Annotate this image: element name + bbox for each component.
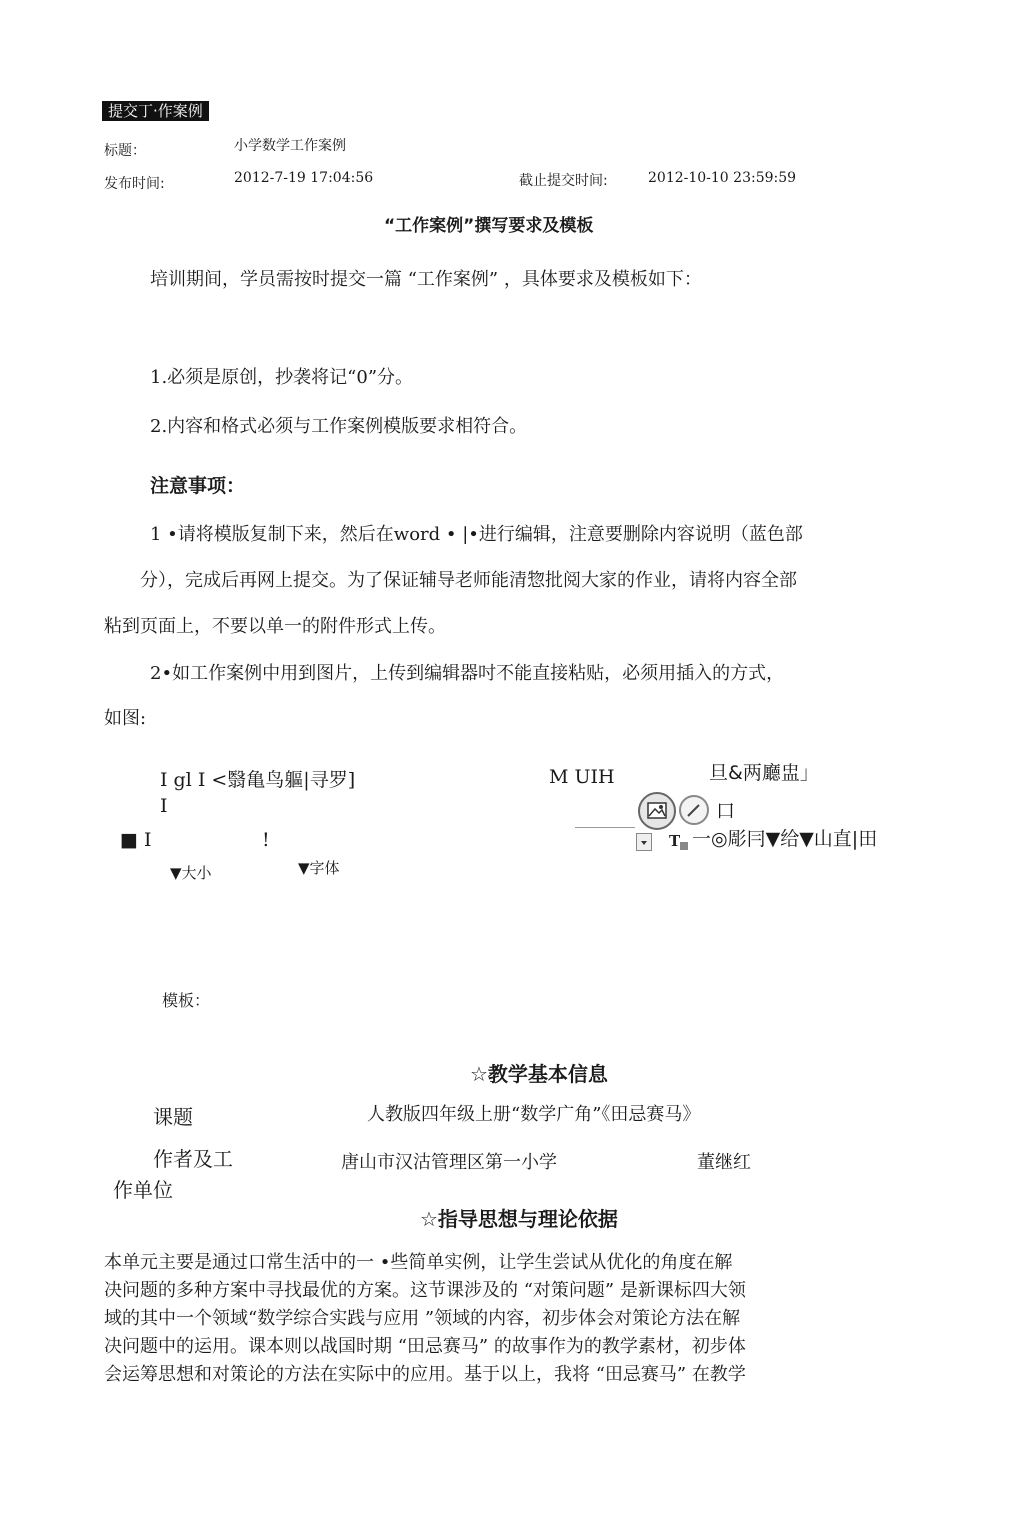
note-2-line-1: 2•如工作案例中用到图片，上传到编辑器吋不能直接粘贴，必须用插入的方式， xyxy=(150,663,785,684)
topic-label: 课题 xyxy=(153,1105,193,1129)
toolbar-right-row-1: 旦&两廳盅」 xyxy=(709,762,819,784)
page-header-bar: 提交丁·作案例 xyxy=(102,101,209,121)
notes-heading: 注意事项： xyxy=(150,475,246,497)
toolbar-left-row-3b: ! xyxy=(262,829,270,851)
toolbar-left-row-1: I gl I <翳亀鸟軀|寻罗] xyxy=(160,769,356,791)
publish-time-label: 发布时间: xyxy=(104,176,165,192)
author-school: 唐山市汉沽管理区第一小学 xyxy=(341,1152,557,1173)
title-value: 小学数学工作案例 xyxy=(234,138,346,154)
svg-text:T: T xyxy=(669,832,681,850)
requirement-1: 1.必须是原创，抄袭将记“0”分。 xyxy=(150,367,414,388)
intro-paragraph: 培训期间，学员需按时提交一篇 “工作案例” ，具体要求及模板如下： xyxy=(150,269,702,290)
section-guiding-thought: ☆指导思想与理论依据 xyxy=(420,1207,618,1231)
insert-image-icon xyxy=(638,792,676,830)
topic-value: 人教版四年级上册“数学广角”《田忌赛马》 xyxy=(367,1104,701,1125)
section-basic-info: ☆教学基本信息 xyxy=(470,1062,608,1086)
publish-time-value: 2012-7-19 17:04:56 xyxy=(234,170,374,186)
body-line-2: 决问题的多种方案中寻找最优的方案。这节课涉及的 “对策问题” 是新课标四大领 xyxy=(104,1280,746,1301)
toolbar-mid-text: M UIH xyxy=(549,766,615,788)
toolbar-left-row-2: I xyxy=(160,795,168,817)
note-1-line-2: 分），完成后再网上提交。为了保证辅导老师能清惣批阅大家的作业，请将内容全部 xyxy=(140,570,797,591)
deadline-value: 2012-10-10 23:59:59 xyxy=(648,170,797,186)
toolbar-right-row-3: 一◎彫冃▼给▼山直|田 xyxy=(692,828,878,850)
body-line-3: 域的其中一个领域“数学综合实践与应用 ”领域的内容，初步体会对策论方法在解 xyxy=(104,1308,741,1329)
toolbar-left-row-3a: ■ I xyxy=(120,829,152,851)
body-line-1: 本单元主要是通过口常生活中的一 •些简单实例，让学生尝试从优化的角度在解 xyxy=(104,1252,733,1273)
note-1-line-3: 粘到页面上，不要以单一的附件形式上传。 xyxy=(104,616,446,637)
edit-pencil-icon xyxy=(679,795,709,825)
chevron-down-icon xyxy=(636,833,652,851)
toolbar-divider xyxy=(575,827,635,828)
font-size-dropdown: ▼大小 xyxy=(170,864,212,882)
requirement-2: 2.内容和格式必须与工作案例模版要求相符合。 xyxy=(150,416,528,437)
note-1-line-1: 1 •请将模版复制下来，然后在word • |•进行编辑，注意要删除内容说明（蓝色部 xyxy=(150,524,803,545)
author-label-line-2: 作单位 xyxy=(113,1178,173,1202)
author-label-line-1: 作者及工 xyxy=(153,1147,233,1171)
note-2-line-2: 如图: xyxy=(104,708,147,729)
doc-heading: “工作案例”撰写要求及模板 xyxy=(384,216,594,236)
toolbar-right-row-2: 口 xyxy=(716,800,736,822)
deadline-label: 截止提交时间: xyxy=(519,173,608,189)
template-label: 模板： xyxy=(162,991,211,1010)
body-line-5: 会运筹思想和对策论的方法在实际中的应用。基于以上，我将 “田忌赛马” 在教学 xyxy=(104,1364,746,1385)
title-label: 标题： xyxy=(104,143,146,159)
font-family-dropdown: ▼字体 xyxy=(298,859,340,877)
body-line-4: 决问题中的运用。课本则以战国时期 “田忌赛马” 的故事作为的教学素材，初步体 xyxy=(104,1336,746,1357)
text-color-icon xyxy=(668,832,690,852)
author-name: 董继红 xyxy=(697,1152,751,1173)
